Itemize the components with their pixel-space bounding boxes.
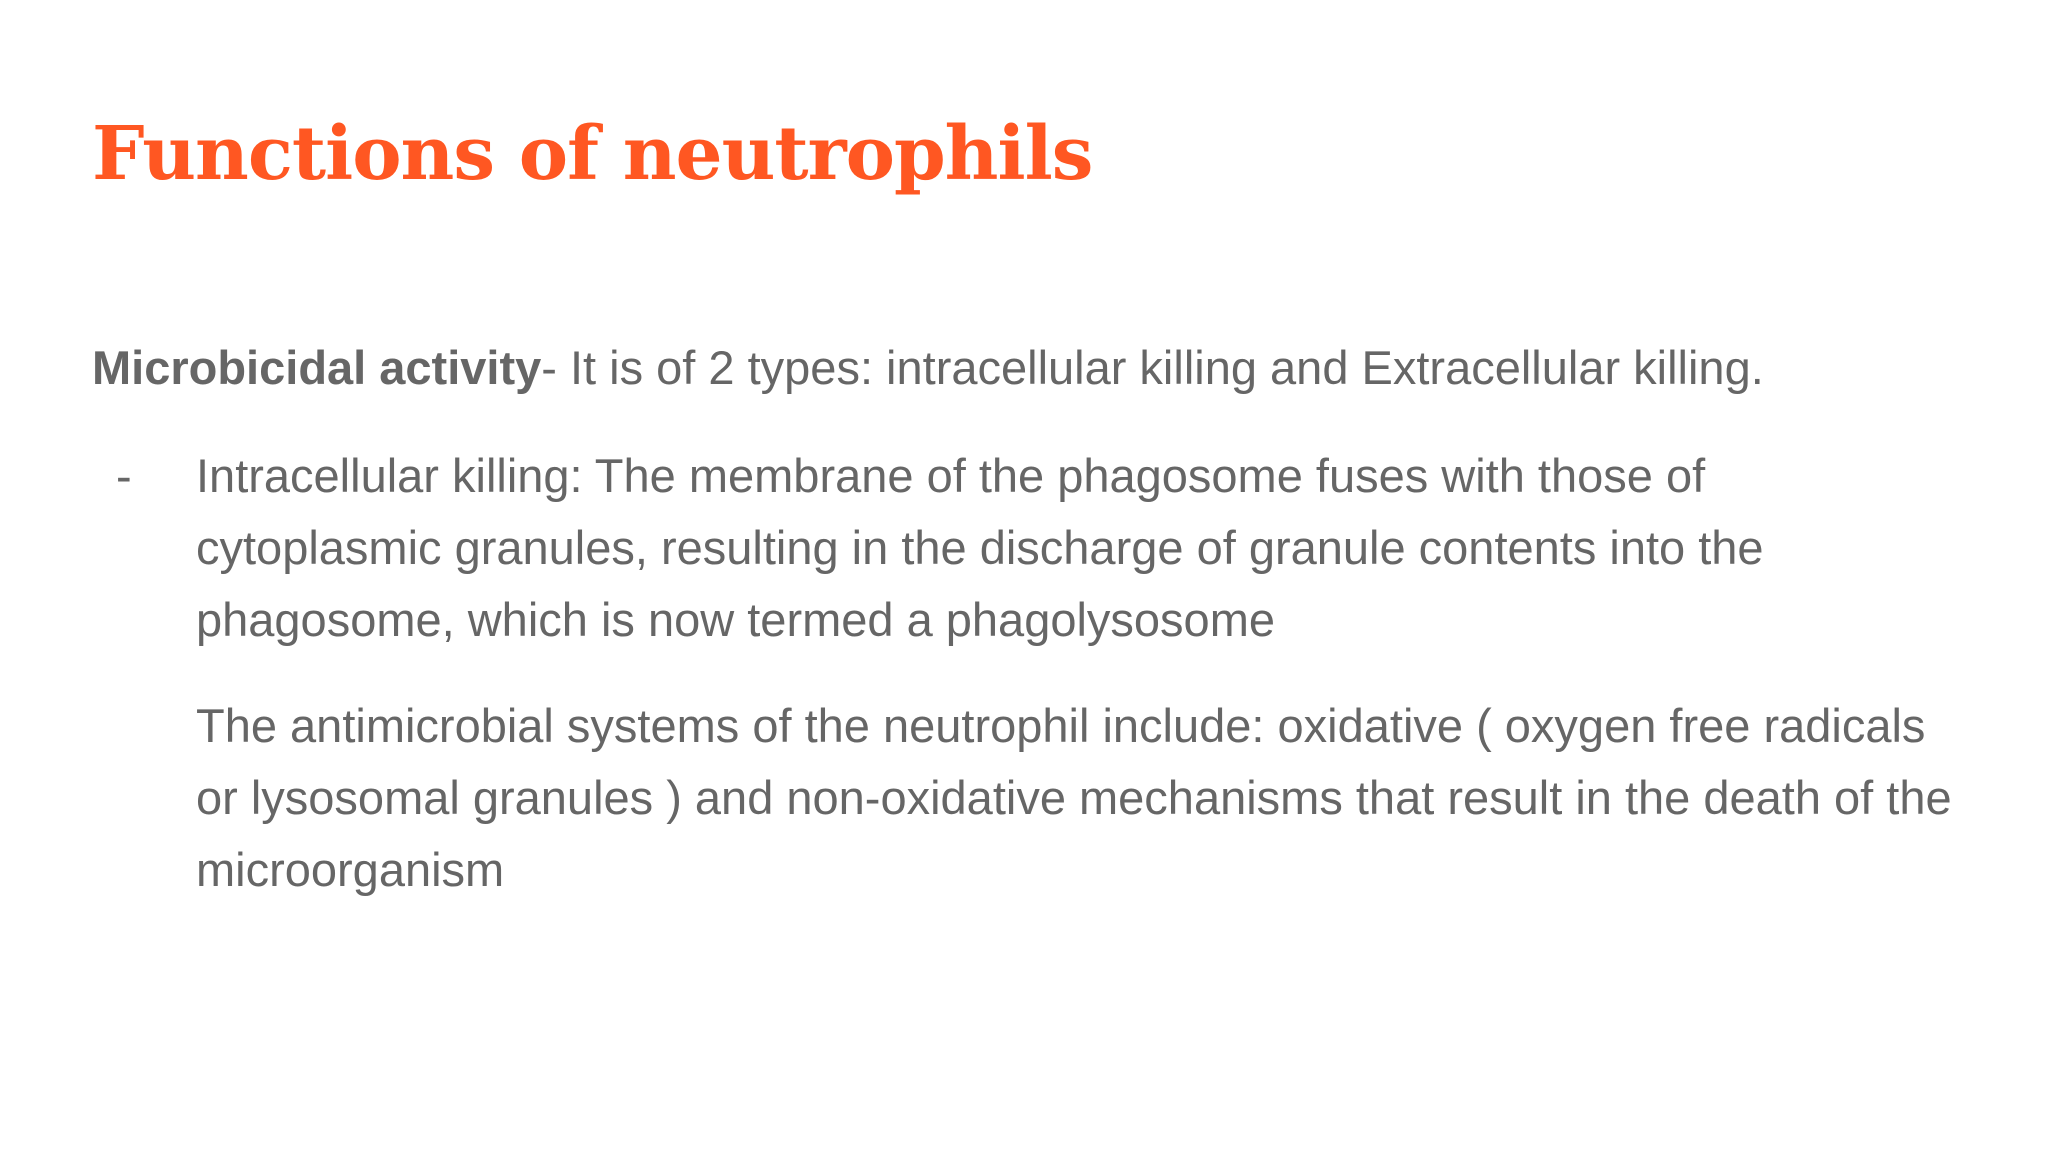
continuation-text: The antimicrobial systems of the neutrophil include: oxidative ( oxygen free radicals or lysosomal granules ) and non-oxidative mechanisms that result in the death of the microorganism [196, 699, 1952, 896]
lead-paragraph [92, 332, 1962, 404]
slide-body [92, 332, 1962, 906]
slide-title: Functions of neutrophils [92, 111, 1093, 197]
continuation-paragraph [92, 690, 1962, 906]
lead-text: - It is of 2 types: intracellular killing and Extracellular killing. [541, 341, 1764, 394]
lead-bold-term: Microbicidal activity [92, 341, 542, 394]
bullet-dash-marker: - [116, 449, 132, 502]
bullet-item [92, 440, 1962, 656]
bullet-text: Intracellular killing: The membrane of the phagosome fuses with those of cytoplasmic granules, resulting in the discharge of granule contents into the phagosome, which is now termed a phagolysosome [196, 449, 1764, 646]
